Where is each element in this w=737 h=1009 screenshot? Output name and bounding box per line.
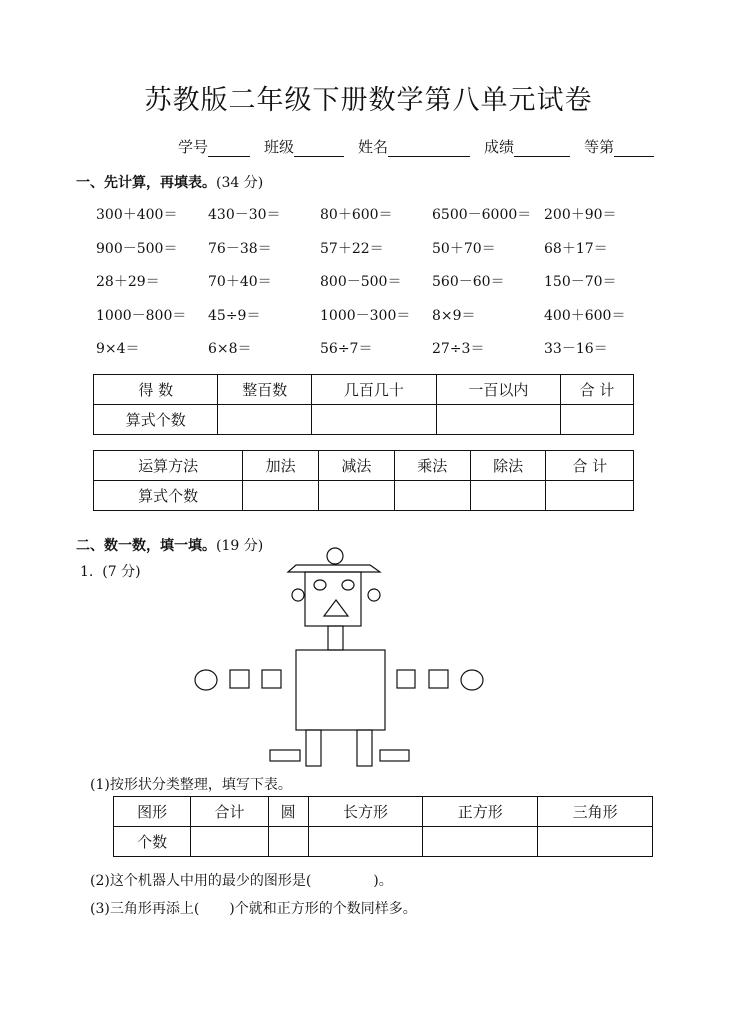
calc-problem: 1000－800＝ bbox=[96, 307, 187, 324]
header-cell: 长方形 bbox=[308, 797, 423, 827]
sub-question-2-end: )。 bbox=[373, 873, 393, 889]
table-header-row bbox=[94, 375, 634, 405]
calc-problem: 56÷7＝ bbox=[320, 341, 373, 357]
calc-problem: 50＋70＝ bbox=[432, 240, 496, 257]
answer-cell[interactable] bbox=[423, 827, 538, 857]
info-label: 姓名 bbox=[358, 138, 389, 156]
calc-problem: 45÷9＝ bbox=[208, 307, 261, 324]
calc-problem: 80＋600＝ bbox=[320, 207, 393, 223]
calc-problem: 800－500＝ bbox=[320, 274, 402, 290]
info-field bbox=[584, 136, 668, 157]
calc-problem: 150－70＝ bbox=[544, 274, 617, 290]
answer-cell[interactable] bbox=[538, 827, 653, 857]
robot-left-foot-rectangle bbox=[270, 750, 300, 761]
info-label: 班级 bbox=[264, 138, 295, 156]
info-field bbox=[358, 136, 484, 157]
info-label: 成绩 bbox=[484, 138, 515, 156]
robot-right-eye-circle bbox=[342, 580, 354, 590]
shape-count-table bbox=[113, 796, 653, 857]
question-points: (7 分) bbox=[102, 564, 141, 580]
fill-blank[interactable] bbox=[294, 141, 344, 157]
robot-right-arm-square bbox=[397, 670, 415, 688]
calc-row bbox=[96, 305, 656, 339]
section2-heading-text: 二、数一数，填一填。 bbox=[76, 538, 216, 554]
robot-left-arm-square bbox=[230, 670, 249, 688]
robot-right-foot-rectangle bbox=[380, 750, 409, 761]
result-type-table bbox=[93, 374, 634, 435]
calc-problem: 9×4＝ bbox=[96, 341, 140, 357]
answer-cell[interactable] bbox=[546, 481, 634, 511]
info-label: 等第 bbox=[584, 138, 615, 156]
calc-row bbox=[96, 204, 656, 238]
header-cell: 合 计 bbox=[546, 451, 634, 481]
calc-row bbox=[96, 271, 656, 305]
robot-head-square bbox=[305, 572, 361, 626]
calc-problem: 27÷3＝ bbox=[432, 341, 485, 357]
robot-right-leg-rectangle bbox=[357, 730, 372, 766]
sub-question-3-text: (3)三角形再添上( bbox=[90, 901, 200, 917]
robot-nose-triangle bbox=[324, 600, 348, 616]
calc-problem: 200＋90＝ bbox=[544, 207, 617, 223]
page-title: 苏教版二年级下册数学第八单元试卷 bbox=[144, 85, 593, 116]
answer-cell[interactable] bbox=[243, 481, 319, 511]
student-info-line bbox=[178, 136, 668, 157]
header-cell: 运算方法 bbox=[94, 451, 243, 481]
question-1-label bbox=[80, 561, 141, 581]
header-cell: 合 计 bbox=[561, 375, 634, 405]
robot-hat-brim bbox=[288, 565, 380, 572]
answer-cell[interactable] bbox=[308, 827, 423, 857]
calc-row bbox=[96, 238, 656, 272]
robot-body-square bbox=[296, 650, 385, 730]
header-cell: 三角形 bbox=[538, 797, 653, 827]
robot-left-arm-square bbox=[262, 670, 281, 688]
robot-left-leg-rectangle bbox=[306, 730, 321, 766]
header-cell: 加法 bbox=[243, 451, 319, 481]
answer-cell[interactable] bbox=[191, 827, 268, 857]
fill-blank[interactable] bbox=[388, 141, 470, 157]
answer-cell[interactable] bbox=[470, 481, 546, 511]
calc-problem: 68＋17＝ bbox=[544, 240, 608, 257]
header-cell: 几百几十 bbox=[312, 375, 436, 405]
answer-cell[interactable] bbox=[268, 827, 308, 857]
sub-question-3-end: )个就和正方形的个数同样多。 bbox=[229, 901, 417, 917]
answer-cell[interactable] bbox=[436, 405, 560, 435]
robot-right-arm-square bbox=[429, 670, 448, 688]
fill-blank[interactable] bbox=[614, 141, 654, 157]
robot-neck-rectangle bbox=[328, 626, 343, 650]
table-header-row bbox=[94, 451, 634, 481]
header-cell: 合计 bbox=[191, 797, 268, 827]
header-cell: 正方形 bbox=[423, 797, 538, 827]
header-cell: 图形 bbox=[114, 797, 191, 827]
fill-blank[interactable] bbox=[208, 141, 250, 157]
header-cell: 一百以内 bbox=[436, 375, 560, 405]
question-number: 1. bbox=[80, 564, 94, 580]
table-row bbox=[94, 405, 634, 435]
info-field bbox=[264, 136, 358, 157]
row-label-cell: 个数 bbox=[114, 827, 191, 857]
sub-question-2 bbox=[90, 870, 393, 890]
info-label: 学号 bbox=[178, 138, 209, 156]
calc-problem: 300＋400＝ bbox=[96, 207, 178, 223]
robot-shapes-figure bbox=[190, 540, 490, 772]
calc-problem: 1000－300＝ bbox=[320, 307, 411, 324]
header-cell: 除法 bbox=[470, 451, 546, 481]
answer-cell[interactable] bbox=[218, 405, 312, 435]
calc-problem: 400＋600＝ bbox=[544, 307, 626, 324]
robot-hat-circle bbox=[327, 548, 343, 564]
calc-problem: 33－16＝ bbox=[544, 341, 608, 357]
answer-cell[interactable] bbox=[561, 405, 634, 435]
calc-row bbox=[96, 338, 656, 372]
calc-problem: 28＋29＝ bbox=[96, 274, 160, 290]
calc-problem: 900－500＝ bbox=[96, 240, 178, 257]
robot-left-hand-circle bbox=[195, 670, 217, 690]
calc-problem: 57＋22＝ bbox=[320, 240, 384, 257]
header-cell: 整百数 bbox=[218, 375, 312, 405]
robot-left-ear-circle bbox=[292, 589, 304, 601]
calc-problem: 8×9＝ bbox=[432, 307, 476, 324]
table-row bbox=[94, 481, 634, 511]
section1-heading-text: 一、先计算，再填表。 bbox=[76, 175, 216, 191]
section2-points: (19 分) bbox=[216, 538, 264, 554]
table-row bbox=[114, 827, 653, 857]
info-field bbox=[178, 136, 264, 157]
table-header-row bbox=[114, 797, 653, 827]
calc-problem: 70＋40＝ bbox=[208, 274, 272, 290]
section1-heading bbox=[76, 172, 263, 192]
calc-problem: 6500－6000＝ bbox=[432, 207, 532, 223]
sub-question-3 bbox=[90, 898, 417, 918]
robot-right-hand-circle bbox=[461, 670, 483, 690]
info-field bbox=[484, 136, 584, 157]
header-cell: 得 数 bbox=[94, 375, 218, 405]
robot-right-ear-circle bbox=[368, 589, 380, 601]
calc-problem: 76－38＝ bbox=[208, 240, 272, 257]
calc-problem: 560－60＝ bbox=[432, 274, 505, 290]
robot-left-eye-circle bbox=[314, 580, 326, 590]
sub-question-1: (1)按形状分类整理，填写下表。 bbox=[90, 777, 292, 793]
fill-blank[interactable] bbox=[514, 141, 570, 157]
section1-points: (34 分) bbox=[216, 175, 264, 191]
row-label-cell: 算式个数 bbox=[94, 405, 218, 435]
header-cell: 减法 bbox=[319, 451, 395, 481]
answer-cell[interactable] bbox=[394, 481, 470, 511]
operation-type-table bbox=[93, 450, 634, 511]
calc-problem: 6×8＝ bbox=[208, 341, 252, 357]
answer-cell[interactable] bbox=[312, 405, 436, 435]
header-cell: 乘法 bbox=[394, 451, 470, 481]
sub-question-2-text: (2)这个机器人中用的最少的图形是( bbox=[90, 873, 312, 889]
header-cell: 圆 bbox=[268, 797, 308, 827]
calculation-problems bbox=[96, 204, 656, 372]
answer-cell[interactable] bbox=[319, 481, 395, 511]
calc-problem: 430－30＝ bbox=[208, 207, 281, 223]
row-label-cell: 算式个数 bbox=[94, 481, 243, 511]
